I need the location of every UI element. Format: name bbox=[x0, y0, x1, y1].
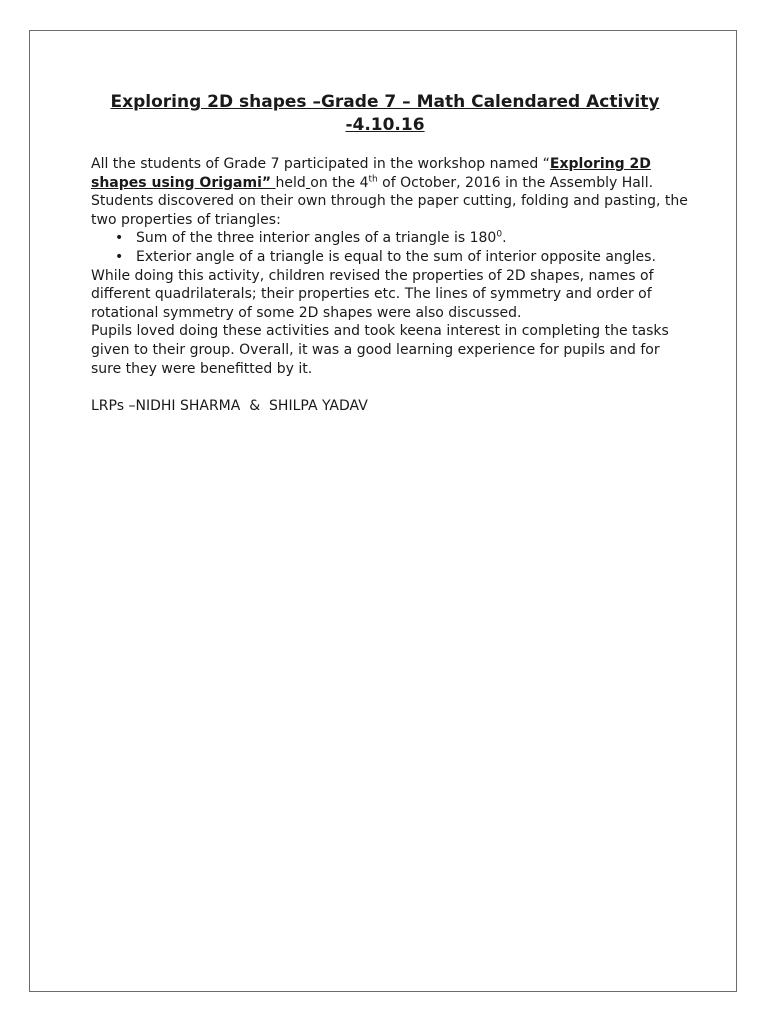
intro-date-text: on the 4 bbox=[310, 174, 369, 191]
intro-held: held bbox=[275, 174, 306, 191]
bullet-icon: • bbox=[115, 230, 124, 247]
document-page bbox=[29, 30, 737, 992]
document-body bbox=[91, 155, 691, 415]
degree-superscript: 0 bbox=[496, 229, 503, 240]
list-item-end: . bbox=[502, 230, 507, 247]
intro-text: All the students of Grade 7 participated in the workshop named “ bbox=[91, 156, 550, 172]
paragraph-gap bbox=[91, 378, 691, 397]
discovery-paragraph: Students discovered on their own through the paper cutting, folding and pasting, the two properties of triangles: bbox=[91, 193, 688, 228]
workshop-name: Exploring 2D shapes using Origami” bbox=[91, 156, 651, 191]
list-item-text: Sum of the three interior angles of a triangle is 180 bbox=[136, 230, 497, 247]
intro-paragraph bbox=[91, 155, 691, 192]
signature-line: LRPs –NIDHI SHARMA & SHILPA YADAV bbox=[91, 397, 368, 414]
conclusion-paragraph: Pupils loved doing these activities and took keena interest in completing the tasks given to their group. Overall, it was a good learning experience for pupils and for sure they were benefitted by it. bbox=[91, 323, 669, 377]
bullet-icon: • bbox=[115, 248, 124, 265]
list-item bbox=[91, 229, 691, 248]
list-item-text: Exterior angle of a triangle is equal to the sum of interior opposite angles. bbox=[136, 248, 656, 265]
intro-venue-text: of October, 2016 in the Assembly Hall. bbox=[377, 174, 654, 191]
properties-list bbox=[91, 229, 691, 266]
date-superscript: th bbox=[368, 173, 378, 184]
list-item bbox=[91, 248, 691, 267]
page-title: Exploring 2D shapes –Grade 7 – Math Calendared Activity -4.10.16 bbox=[110, 92, 660, 135]
activity-paragraph: While doing this activity, children revised the properties of 2D shapes, names of different quadrilaterals; their properties etc. The lines of symmetry and order of rotational symmetry of some 2D shapes were also discussed. bbox=[91, 267, 654, 321]
